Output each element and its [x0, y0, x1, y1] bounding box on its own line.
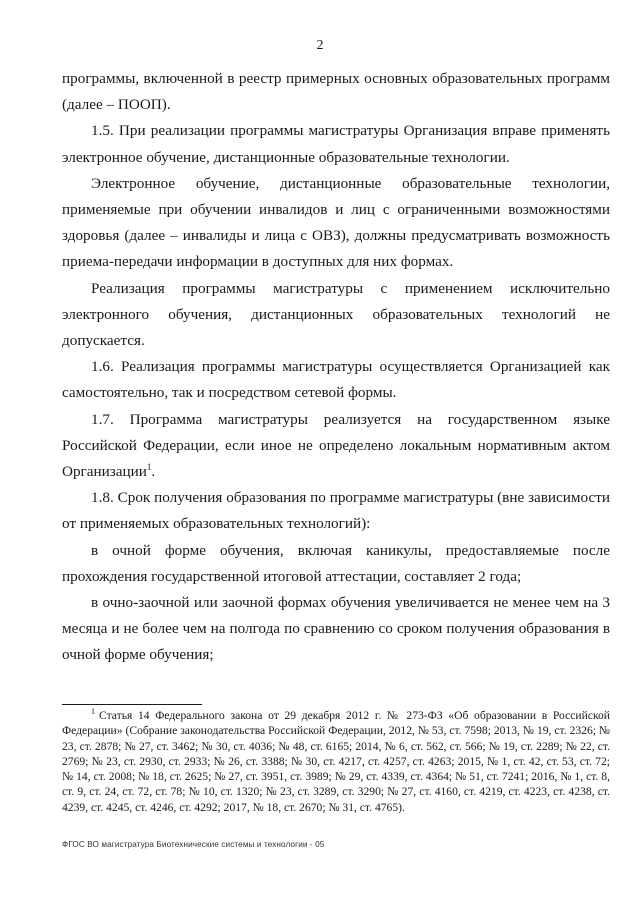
paragraph-1-7 — [62, 407, 610, 486]
footnote-text: Статья 14 Федерального закона от 29 декабря 2012 г. № 273-ФЗ «Об образовании в Российской Федерации» (Собрание законодательства Российской Федерации, 2012, № 53, ст. 7598; 2013, № 19, ст. 2326; № 23, ст. 2878; № 27, ст. 3462; № 30, ст. 4036; № 48, ст. 6165; 2014, № 6, ст. 562, ст. 566; № 19, ст. 2289; № 22, ст. 2769; № 23, ст. 2930, ст. 2933; № 26, ст. 3388; № 30, ст. 4217, ст. 4257, ст. 4263; 2015, № 1, ст. 42, ст. 53, ст. 72; № 14, ст. 2008; № 18, ст. 2625; № 27, ст. 3951, ст. 3989; № 29, ст. 4339, ст. 4364; № 51, ст. 7241; 2016, № 1, ст. 8, ст. 9, ст. 24, ст. 72, ст. 78; № 10, ст. 1320; № 23, ст. 3289, ст. 3290; № 27, ст. 4160, ст. 4219, ст. 4223, ст. 4238, ст. 4239, ст. 4245, ст. 4246, ст. 4292; 2017, № 18, ст. 2670; № 31, ст. 4765). — [62, 709, 610, 814]
paragraph-1-8: 1.8. Срок получения образования по программе магистратуры (вне зависимости от применяемых образовательных технологий): — [62, 489, 610, 533]
paragraph-1-5: 1.5. При реализации программы магистратуры Организация вправе применять электронное обучение, дистанционные образовательные технологии. — [62, 122, 610, 166]
paragraph-exclusive-e-learning: Реализация программы магистратуры с применением исключительно электронного обучения, дистанционных образовательных технологий не допускается. — [62, 279, 610, 350]
paragraph-part-time: в очно-заочной или заочной формах обучения увеличивается не менее чем на 3 месяца и не более чем на полгода по сравнению со сроком получения образования в очной форме обучения; — [62, 594, 610, 664]
document-body — [62, 66, 610, 669]
page-number: 2 — [316, 38, 324, 53]
footnote — [62, 708, 610, 815]
paragraph-1-7-tail: . — [151, 463, 156, 481]
footnote-reference[interactable]: 1 — [146, 461, 152, 472]
paragraph-continuation: программы, включенной в реестр примерных основных образовательных программ (далее – ПООП). — [62, 70, 610, 114]
paragraph-full-time: в очной форме обучения, включая каникулы, предоставляемые после прохождения государственной итоговой аттестации, составляет 2 года; — [62, 541, 610, 585]
paragraph-1-7-text: 1.7. Программа магистратуры реализуется на государственном языке Российской Федерации, если иное не определено локальным нормативным актом Организации — [62, 410, 610, 481]
paragraph-e-learning-disabilities: Электронное обучение, дистанционные образовательные технологии, применяемые при обучении инвалидов и лиц с ограниченными возможностями здоровья (далее – инвалиды и лица с ОВЗ), должны предусматривать возможность приема-передачи информации в доступных для них формах. — [62, 174, 610, 271]
paragraph-1-6: 1.6. Реализация программы магистратуры осуществляется Организацией как самостоятельно, так и посредством сетевой формы. — [62, 358, 610, 402]
footnote-divider — [62, 704, 202, 705]
page-footer: ФГОС ВО магистратура Биотехнические системы и технологии - 05 — [62, 840, 325, 849]
footnote-mark: 1 — [91, 707, 95, 717]
